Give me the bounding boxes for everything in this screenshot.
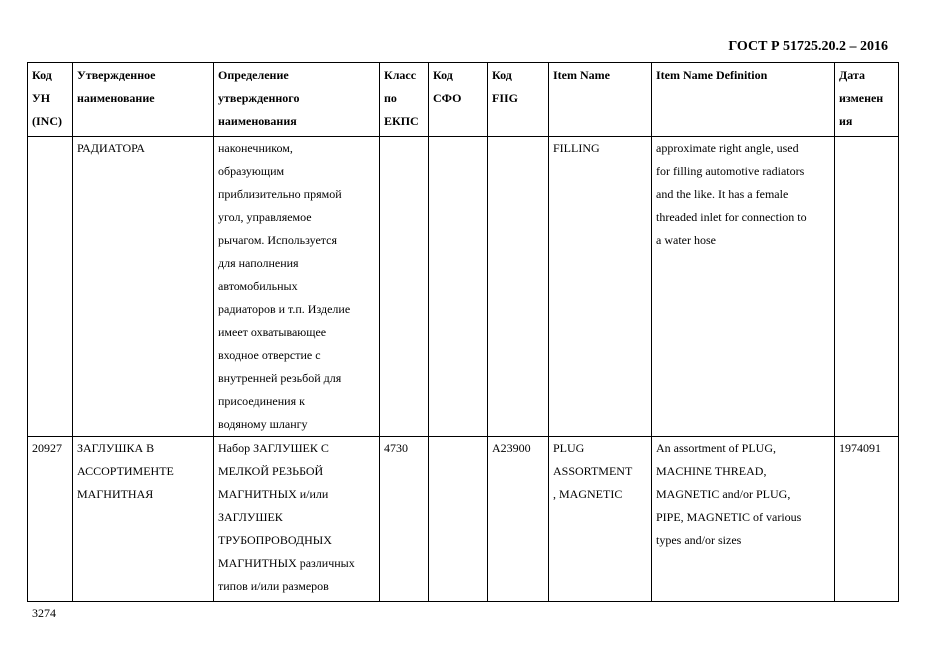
header-definition: Определение утвержденного наименования — [214, 63, 380, 137]
cell-change-date — [835, 137, 899, 437]
cell-approved-name: РАДИАТОРА — [73, 137, 214, 437]
cell-inc — [28, 137, 73, 437]
header-item-name-definition: Item Name Definition — [652, 63, 835, 137]
header-inc: Код УН (INC) — [28, 63, 73, 137]
header-item-name: Item Name — [549, 63, 652, 137]
cell-ekps-class — [380, 137, 429, 437]
standard-header: ГОСТ Р 51725.20.2 – 2016 — [728, 39, 888, 54]
cell-ekps-class: 4730 — [380, 437, 429, 602]
header-fiig-code: Код FIIG — [488, 63, 549, 137]
cell-sfo-code — [429, 437, 488, 602]
nomenclature-table — [27, 62, 899, 602]
cell-inc: 20927 — [28, 437, 73, 602]
cell-approved-name: ЗАГЛУШКА В АССОРТИМЕНТЕ МАГНИТНАЯ — [73, 437, 214, 602]
cell-item-name: PLUG ASSORTMENT , MAGNETIC — [549, 437, 652, 602]
page-number: 3274 — [32, 606, 56, 620]
cell-definition: наконечником, образующим приблизительно прямой угол, управляемое рычагом. Используется для наполнения автомобильных радиаторов и т.п. Изделие имеет охватывающее входное отверстие с внутренней резьбой для присоединения к водяному шлангу — [214, 137, 380, 437]
table-row — [28, 137, 899, 437]
cell-fiig-code: A23900 — [488, 437, 549, 602]
table-row — [28, 437, 899, 602]
cell-fiig-code — [488, 137, 549, 437]
header-ekps-class: Класс по ЕКПС — [380, 63, 429, 137]
cell-item-name: FILLING — [549, 137, 652, 437]
cell-item-name-definition: An assortment of PLUG, MACHINE THREAD, MAGNETIC and/or PLUG, PIPE, MAGNETIC of various types and/or sizes — [652, 437, 835, 602]
header-sfo-code: Код СФО — [429, 63, 488, 137]
cell-change-date: 1974091 — [835, 437, 899, 602]
header-change-date: Дата изменен ия — [835, 63, 899, 137]
cell-definition: Набор ЗАГЛУШЕК С МЕЛКОЙ РЕЗЬБОЙ МАГНИТНЫХ и/или ЗАГЛУШЕК ТРУБОПРОВОДНЫХ МАГНИТНЫХ различных типов и/или размеров — [214, 437, 380, 602]
table-header-row — [28, 63, 899, 137]
header-approved-name: Утвержденное наименование — [73, 63, 214, 137]
cell-item-name-definition: approximate right angle, used for filling automotive radiators and the like. It has a female threaded inlet for connection to a water hose — [652, 137, 835, 437]
cell-sfo-code — [429, 137, 488, 437]
